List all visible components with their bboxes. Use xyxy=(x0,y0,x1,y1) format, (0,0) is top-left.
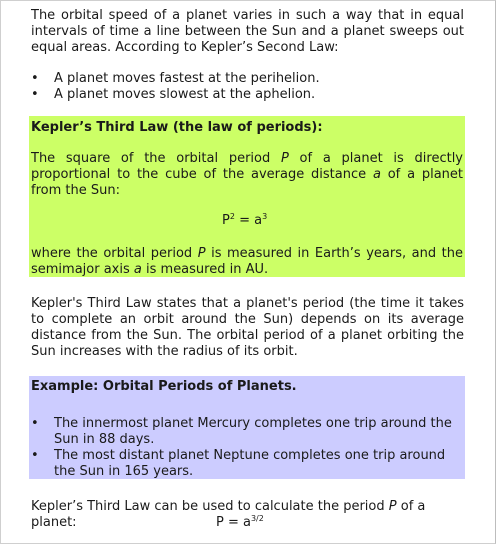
third-law-statement: The square of the orbital period P of a planet is directly proportional to the cube of the average distance a of a planet from the Sun: xyxy=(31,151,464,198)
closing-line-1: Kepler’s Third Law can be used to calculate the period P of a xyxy=(31,499,426,514)
list-item-text: A planet moves fastest at the perihelion. xyxy=(54,71,320,86)
second-law-list xyxy=(29,71,465,103)
bullet-icon: • xyxy=(31,87,39,102)
list-item-text: The most distant planet Neptune completes one trip around the Sun in 165 years. xyxy=(54,448,446,479)
bullet-icon: • xyxy=(31,71,39,86)
list-item xyxy=(29,448,463,480)
period-equation: $P = a^{3/2}$ xyxy=(216,514,264,530)
third-law-units-note: where the orbital period P is measured in Earth’s years, and the semimajor axis a is measured in AU. xyxy=(31,246,464,277)
list-item xyxy=(29,71,465,87)
third-law-equation: $P^2 = a^3$ xyxy=(222,212,268,228)
third-law-heading: Kepler’s Third Law (the law of periods): xyxy=(31,120,323,135)
list-item xyxy=(29,416,463,448)
example-list xyxy=(29,416,463,480)
intro-paragraph: The orbital speed of a planet varies in such a way that in equal intervals of time a line between the Sun and a planet sweeps out equal areas. According to Kepler’s Second Law: xyxy=(31,8,464,55)
closing-line-2: planet: xyxy=(31,515,77,530)
example-heading: Example: Orbital Periods of Planets. xyxy=(31,379,297,394)
bullet-icon: • xyxy=(31,416,39,431)
list-item xyxy=(29,87,465,103)
list-item-text: A planet moves slowest at the aphelion. xyxy=(54,87,316,102)
bullet-icon: • xyxy=(31,448,39,463)
explanation-paragraph: Kepler's Third Law states that a planet's period (the time it takes to complete an orbit around the Sun) depends on its average distance from the Sun. The orbital period of a planet orbiting the Sun increases with the radius of its orbit. xyxy=(31,296,464,359)
list-item-text: The innermost planet Mercury completes one trip around the Sun in 88 days. xyxy=(54,416,452,447)
